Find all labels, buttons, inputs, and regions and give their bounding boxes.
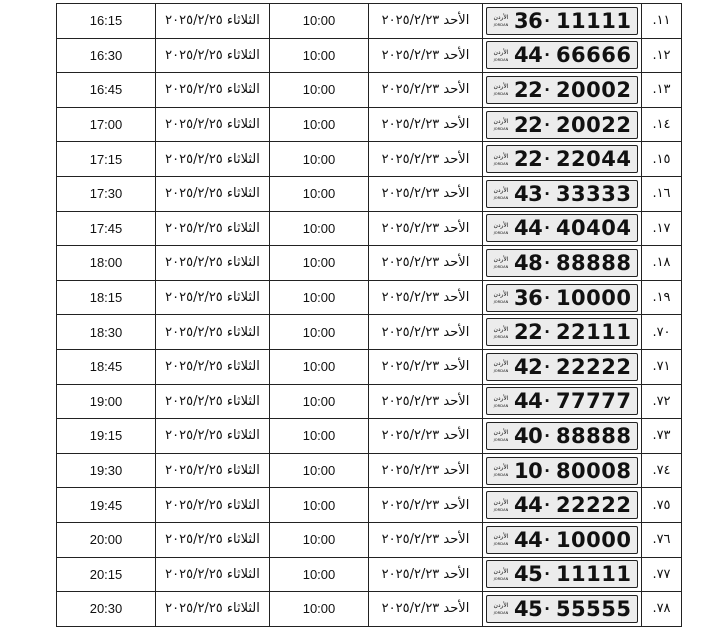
plate-country-arabic: الأردن: [493, 602, 509, 610]
table-row: [57, 246, 682, 281]
license-plate: [486, 422, 638, 450]
end-date-cell: الثلاثاء ٢٠٢٥/٢/٢٥: [156, 315, 270, 350]
plate-cell: [483, 419, 642, 454]
end-time-cell: 18:45: [57, 349, 156, 384]
plate-country-arabic: الأردن: [493, 325, 509, 333]
row-index-cell: ١٨.: [642, 246, 682, 281]
end-time-cell: 19:00: [57, 384, 156, 419]
plate-number: 10000: [555, 527, 632, 552]
plate-number: 10000: [555, 285, 632, 310]
plate-cell: [483, 592, 642, 627]
start-date-cell: الأحد ٢٠٢٥/٢/٢٣: [369, 38, 483, 73]
table-row: [57, 176, 682, 211]
plate-number: 22222: [555, 354, 632, 379]
plate-separator: ·: [544, 46, 550, 65]
plate-country-arabic: الأردن: [493, 360, 509, 368]
plate-separator: ·: [544, 392, 550, 411]
start-date-cell: الأحد ٢٠٢٥/٢/٢٣: [369, 384, 483, 419]
plate-country-badge: [490, 181, 512, 207]
start-time-cell: 10:00: [270, 349, 369, 384]
plate-country-badge: [490, 388, 512, 414]
license-plate: [486, 284, 638, 312]
plate-separator: ·: [544, 357, 550, 376]
plate-code: 44: [514, 493, 543, 518]
plate-country-english: JORDAN: [493, 23, 509, 28]
plate-auction-schedule-table: [56, 3, 682, 627]
table-row: [57, 315, 682, 350]
license-plate: [486, 76, 638, 104]
plate-separator: ·: [544, 288, 550, 307]
plate-country-english: JORDAN: [493, 576, 509, 581]
plate-country-arabic: الأردن: [493, 567, 509, 575]
plate-country-arabic: الأردن: [493, 394, 509, 402]
table-row: [57, 280, 682, 315]
license-plate: [486, 7, 638, 35]
start-time-cell: 10:00: [270, 73, 369, 108]
start-date-cell: الأحد ٢٠٢٥/٢/٢٣: [369, 592, 483, 627]
table-row: [57, 73, 682, 108]
end-time-cell: 18:00: [57, 246, 156, 281]
start-date-cell: الأحد ٢٠٢٥/٢/٢٣: [369, 522, 483, 557]
row-index-cell: ٧٥.: [642, 488, 682, 523]
table-row: [57, 522, 682, 557]
start-date-cell: الأحد ٢٠٢٥/٢/٢٣: [369, 107, 483, 142]
plate-code: 43: [514, 181, 543, 206]
plate-cell: [483, 176, 642, 211]
plate-country-arabic: الأردن: [493, 83, 509, 91]
start-date-cell: الأحد ٢٠٢٥/٢/٢٣: [369, 176, 483, 211]
plate-country-english: JORDAN: [493, 507, 509, 512]
table-row: [57, 142, 682, 177]
start-time-cell: 10:00: [270, 280, 369, 315]
row-index-cell: ٧٦.: [642, 522, 682, 557]
license-plate: [486, 41, 638, 69]
end-date-cell: الثلاثاء ٢٠٢٥/٢/٢٥: [156, 142, 270, 177]
end-time-cell: 16:45: [57, 73, 156, 108]
plate-cell: [483, 211, 642, 246]
plate-number: 66666: [555, 43, 632, 68]
end-date-cell: الثلاثاء ٢٠٢٥/٢/٢٥: [156, 38, 270, 73]
start-date-cell: الأحد ٢٠٢٥/٢/٢٣: [369, 315, 483, 350]
plate-separator: ·: [544, 80, 550, 99]
end-time-cell: 17:15: [57, 142, 156, 177]
plate-separator: ·: [544, 323, 550, 342]
start-date-cell: الأحد ٢٠٢٥/٢/٢٣: [369, 73, 483, 108]
plate-cell: [483, 488, 642, 523]
end-time-cell: 19:30: [57, 453, 156, 488]
row-index-cell: ١٣.: [642, 73, 682, 108]
start-time-cell: 10:00: [270, 557, 369, 592]
plate-code: 44: [514, 43, 543, 68]
plate-code: 40: [514, 423, 543, 448]
plate-separator: ·: [544, 461, 550, 480]
row-index-cell: ٧٣.: [642, 419, 682, 454]
plate-code: 36: [514, 8, 543, 33]
plate-code: 42: [514, 354, 543, 379]
end-time-cell: 17:45: [57, 211, 156, 246]
end-date-cell: الثلاثاء ٢٠٢٥/٢/٢٥: [156, 349, 270, 384]
end-date-cell: الثلاثاء ٢٠٢٥/٢/٢٥: [156, 246, 270, 281]
end-time-cell: 16:15: [57, 4, 156, 39]
plate-code: 36: [514, 285, 543, 310]
end-date-cell: الثلاثاء ٢٠٢٥/٢/٢٥: [156, 176, 270, 211]
license-plate: [486, 249, 638, 277]
plate-code: 44: [514, 216, 543, 241]
plate-country-arabic: الأردن: [493, 291, 509, 299]
license-plate: [486, 318, 638, 346]
plate-country-badge: [490, 561, 512, 587]
plate-cell: [483, 522, 642, 557]
plate-code: 22: [514, 77, 543, 102]
end-date-cell: الثلاثاء ٢٠٢٥/٢/٢٥: [156, 453, 270, 488]
row-index-cell: ٧٢.: [642, 384, 682, 419]
plate-country-badge: [490, 319, 512, 345]
end-date-cell: الثلاثاء ٢٠٢٥/٢/٢٥: [156, 384, 270, 419]
start-time-cell: 10:00: [270, 315, 369, 350]
table-row: [57, 488, 682, 523]
plate-country-english: JORDAN: [493, 57, 509, 62]
plate-cell: [483, 349, 642, 384]
end-time-cell: 17:00: [57, 107, 156, 142]
start-time-cell: 10:00: [270, 211, 369, 246]
end-time-cell: 20:00: [57, 522, 156, 557]
plate-code: 22: [514, 112, 543, 137]
end-date-cell: الثلاثاء ٢٠٢٥/٢/٢٥: [156, 592, 270, 627]
table-row: [57, 384, 682, 419]
row-index-cell: ١٢.: [642, 38, 682, 73]
plate-country-badge: [490, 354, 512, 380]
table-row: [57, 557, 682, 592]
plate-country-arabic: الأردن: [493, 533, 509, 541]
start-time-cell: 10:00: [270, 107, 369, 142]
plate-country-badge: [490, 492, 512, 518]
plate-separator: ·: [544, 599, 550, 618]
start-time-cell: 10:00: [270, 142, 369, 177]
plate-country-english: JORDAN: [493, 92, 509, 97]
table-row: [57, 419, 682, 454]
end-time-cell: 18:30: [57, 315, 156, 350]
table-row: [57, 107, 682, 142]
plate-country-english: JORDAN: [493, 473, 509, 478]
table-body: [57, 4, 682, 627]
plate-country-english: JORDAN: [493, 542, 509, 547]
plate-separator: ·: [544, 530, 550, 549]
table-row: [57, 4, 682, 39]
plate-country-badge: [490, 77, 512, 103]
plate-code: 45: [514, 562, 543, 587]
plate-separator: ·: [544, 426, 550, 445]
plate-country-arabic: الأردن: [493, 221, 509, 229]
plate-country-badge: [490, 527, 512, 553]
plate-country-badge: [490, 458, 512, 484]
row-index-cell: ٧٠.: [642, 315, 682, 350]
plate-country-badge: [490, 215, 512, 241]
plate-country-badge: [490, 112, 512, 138]
table-row: [57, 211, 682, 246]
plate-cell: [483, 557, 642, 592]
table-row: [57, 38, 682, 73]
license-plate: [486, 457, 638, 485]
plate-cell: [483, 38, 642, 73]
plate-number: 77777: [555, 389, 632, 414]
plate-separator: ·: [544, 565, 550, 584]
plate-country-english: JORDAN: [493, 438, 509, 443]
start-date-cell: الأحد ٢٠٢٥/٢/٢٣: [369, 246, 483, 281]
plate-cell: [483, 107, 642, 142]
license-plate: [486, 145, 638, 173]
plate-country-english: JORDAN: [493, 230, 509, 235]
plate-number: 88888: [555, 250, 632, 275]
end-time-cell: 19:15: [57, 419, 156, 454]
license-plate: [486, 491, 638, 519]
plate-number: 11111: [555, 562, 632, 587]
plate-number: 88888: [555, 423, 632, 448]
plate-number: 22111: [555, 320, 632, 345]
plate-number: 80008: [555, 458, 632, 483]
plate-country-arabic: الأردن: [493, 464, 509, 472]
row-index-cell: ١٧.: [642, 211, 682, 246]
plate-country-arabic: الأردن: [493, 256, 509, 264]
plate-country-badge: [490, 596, 512, 622]
plate-code: 22: [514, 320, 543, 345]
plate-country-badge: [490, 42, 512, 68]
plate-country-english: JORDAN: [493, 334, 509, 339]
start-time-cell: 10:00: [270, 4, 369, 39]
plate-code: 48: [514, 250, 543, 275]
plate-country-english: JORDAN: [493, 369, 509, 374]
license-plate: [486, 111, 638, 139]
end-date-cell: الثلاثاء ٢٠٢٥/٢/٢٥: [156, 73, 270, 108]
plate-number: 40404: [555, 216, 632, 241]
end-date-cell: الثلاثاء ٢٠٢٥/٢/٢٥: [156, 211, 270, 246]
plate-country-arabic: الأردن: [493, 48, 509, 56]
license-plate: [486, 214, 638, 242]
plate-number: 55555: [555, 596, 632, 621]
start-time-cell: 10:00: [270, 38, 369, 73]
plate-separator: ·: [544, 496, 550, 515]
start-time-cell: 10:00: [270, 246, 369, 281]
end-date-cell: الثلاثاء ٢٠٢٥/٢/٢٥: [156, 522, 270, 557]
row-index-cell: ١٩.: [642, 280, 682, 315]
plate-cell: [483, 453, 642, 488]
start-time-cell: 10:00: [270, 453, 369, 488]
table-row: [57, 453, 682, 488]
start-time-cell: 10:00: [270, 592, 369, 627]
plate-country-english: JORDAN: [493, 265, 509, 270]
start-time-cell: 10:00: [270, 419, 369, 454]
row-index-cell: ٧٤.: [642, 453, 682, 488]
plate-number: 20022: [555, 112, 632, 137]
plate-cell: [483, 280, 642, 315]
plate-country-arabic: الأردن: [493, 152, 509, 160]
plate-separator: ·: [544, 253, 550, 272]
start-date-cell: الأحد ٢٠٢٥/٢/٢٣: [369, 142, 483, 177]
row-index-cell: ١٥.: [642, 142, 682, 177]
end-time-cell: 20:30: [57, 592, 156, 627]
plate-country-badge: [490, 8, 512, 34]
plate-country-english: JORDAN: [493, 127, 509, 132]
license-plate: [486, 387, 638, 415]
start-date-cell: الأحد ٢٠٢٥/٢/٢٣: [369, 557, 483, 592]
plate-country-badge: [490, 285, 512, 311]
end-time-cell: 16:30: [57, 38, 156, 73]
plate-country-english: JORDAN: [493, 300, 509, 305]
end-time-cell: 18:15: [57, 280, 156, 315]
start-date-cell: الأحد ٢٠٢٥/٢/٢٣: [369, 349, 483, 384]
plate-separator: ·: [544, 219, 550, 238]
plate-country-badge: [490, 146, 512, 172]
start-time-cell: 10:00: [270, 488, 369, 523]
end-date-cell: الثلاثاء ٢٠٢٥/٢/٢٥: [156, 557, 270, 592]
end-time-cell: 20:15: [57, 557, 156, 592]
start-date-cell: الأحد ٢٠٢٥/٢/٢٣: [369, 453, 483, 488]
end-time-cell: 17:30: [57, 176, 156, 211]
row-index-cell: ٧٧.: [642, 557, 682, 592]
row-index-cell: ٧٨.: [642, 592, 682, 627]
plate-code: 10: [514, 458, 543, 483]
license-plate: [486, 595, 638, 623]
plate-number: 20002: [555, 77, 632, 102]
row-index-cell: ١٤.: [642, 107, 682, 142]
row-index-cell: ١١.: [642, 4, 682, 39]
end-date-cell: الثلاثاء ٢٠٢٥/٢/٢٥: [156, 419, 270, 454]
plate-country-badge: [490, 250, 512, 276]
license-plate: [486, 353, 638, 381]
plate-separator: ·: [544, 184, 550, 203]
table-row: [57, 349, 682, 384]
plate-country-english: JORDAN: [493, 403, 509, 408]
plate-cell: [483, 384, 642, 419]
plate-cell: [483, 4, 642, 39]
plate-code: 44: [514, 389, 543, 414]
end-date-cell: الثلاثاء ٢٠٢٥/٢/٢٥: [156, 280, 270, 315]
plate-cell: [483, 246, 642, 281]
plate-separator: ·: [544, 115, 550, 134]
plate-cell: [483, 142, 642, 177]
license-plate: [486, 560, 638, 588]
license-plate: [486, 180, 638, 208]
end-time-cell: 19:45: [57, 488, 156, 523]
table-row: [57, 592, 682, 627]
start-date-cell: الأحد ٢٠٢٥/٢/٢٣: [369, 211, 483, 246]
start-date-cell: الأحد ٢٠٢٥/٢/٢٣: [369, 280, 483, 315]
plate-code: 22: [514, 147, 543, 172]
plate-number: 33333: [555, 181, 632, 206]
plate-country-arabic: الأردن: [493, 187, 509, 195]
end-date-cell: الثلاثاء ٢٠٢٥/٢/٢٥: [156, 4, 270, 39]
start-date-cell: الأحد ٢٠٢٥/٢/٢٣: [369, 4, 483, 39]
plate-country-arabic: الأردن: [493, 498, 509, 506]
row-index-cell: ٧١.: [642, 349, 682, 384]
plate-country-english: JORDAN: [493, 611, 509, 616]
plate-code: 45: [514, 596, 543, 621]
plate-country-arabic: الأردن: [493, 429, 509, 437]
start-time-cell: 10:00: [270, 384, 369, 419]
plate-number: 22044: [555, 147, 632, 172]
plate-country-arabic: الأردن: [493, 118, 509, 126]
plate-country-english: JORDAN: [493, 161, 509, 166]
start-time-cell: 10:00: [270, 522, 369, 557]
end-date-cell: الثلاثاء ٢٠٢٥/٢/٢٥: [156, 488, 270, 523]
start-time-cell: 10:00: [270, 176, 369, 211]
end-date-cell: الثلاثاء ٢٠٢٥/٢/٢٥: [156, 107, 270, 142]
plate-country-arabic: الأردن: [493, 14, 509, 22]
start-date-cell: الأحد ٢٠٢٥/٢/٢٣: [369, 419, 483, 454]
row-index-cell: ١٦.: [642, 176, 682, 211]
license-plate: [486, 526, 638, 554]
plate-code: 44: [514, 527, 543, 552]
plate-number: 22222: [555, 493, 632, 518]
plate-separator: ·: [544, 11, 550, 30]
plate-cell: [483, 73, 642, 108]
plate-number: 11111: [555, 8, 632, 33]
plate-cell: [483, 315, 642, 350]
plate-country-badge: [490, 423, 512, 449]
plate-separator: ·: [544, 150, 550, 169]
start-date-cell: الأحد ٢٠٢٥/٢/٢٣: [369, 488, 483, 523]
plate-country-english: JORDAN: [493, 196, 509, 201]
